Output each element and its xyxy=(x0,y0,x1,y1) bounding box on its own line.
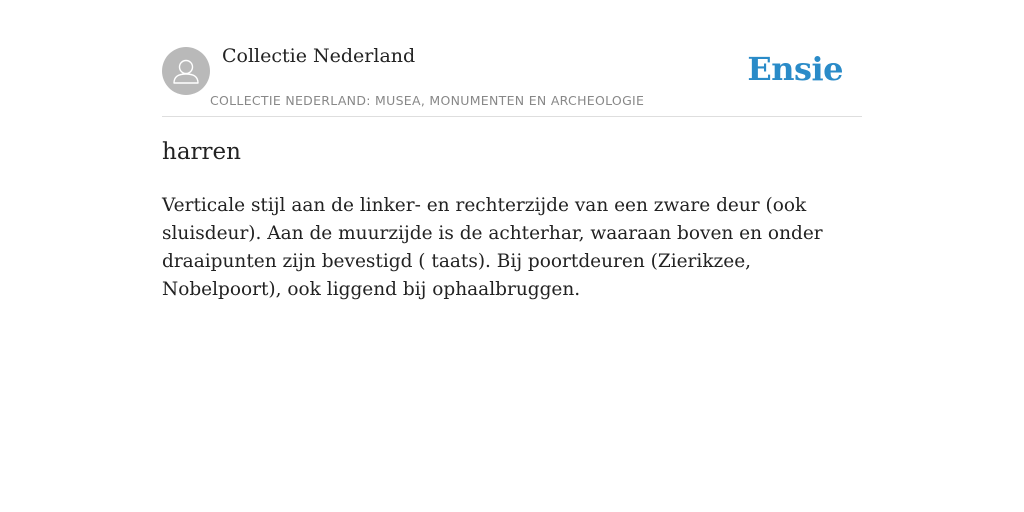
entry-header xyxy=(162,0,862,117)
collection-subtitle: COLLECTIE NEDERLAND: MUSEA, MONUMENTEN EN ARCHEOLOGIE xyxy=(210,93,645,108)
entry-definition: Verticale stijl aan de linker- en rechterzijde van een zware deur (ook sluisdeur). Aan de muurzijde is de achterhar, waaraan boven en onder draaipunten zijn bevestigd ( taats). Bij poortdeuren (Zierikzee, Nobelpoort), ook liggend bij ophaalbruggen. xyxy=(162,195,823,300)
entry-card xyxy=(162,0,862,300)
author-name[interactable]: Collectie Nederland xyxy=(222,45,416,67)
ensie-logo[interactable]: Ensie xyxy=(747,50,843,88)
entry-term: harren xyxy=(162,139,241,165)
user-avatar-icon[interactable] xyxy=(162,47,210,95)
